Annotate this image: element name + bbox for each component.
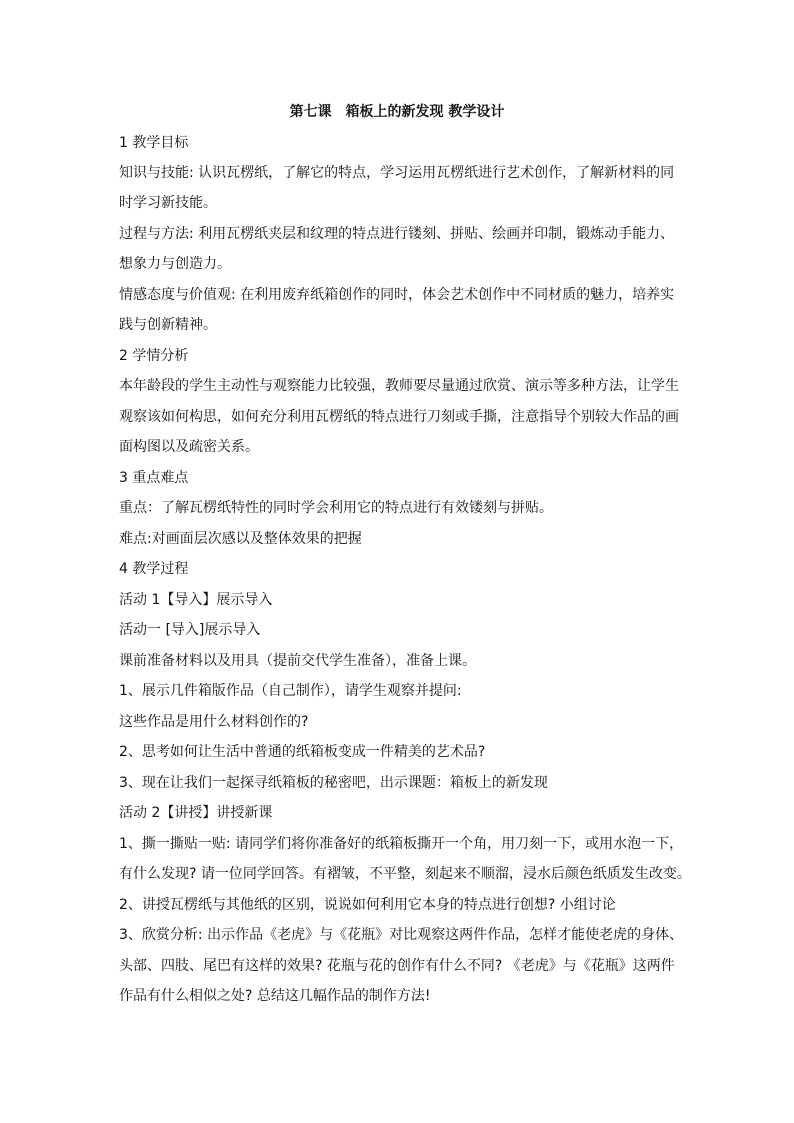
paragraph-line: 1、撕一撕贴一贴: 请同学们将你准备好的纸箱板撕开一个角，用刀刻一下，或用水泡一下， (119, 836, 684, 852)
section-heading-analysis: 2 学情分析 (119, 348, 189, 364)
paragraph-line: 重点：了解瓦楞纸特性的同时学会利用它的特点进行有效镂刻与拼贴。 (119, 500, 553, 516)
paragraph-line: 1、展示几件箱版作品（自己制作），请学生观察并提问: (119, 683, 462, 699)
section-heading-key-points: 3 重点难点 (119, 470, 189, 486)
paragraph-line: 难点:对画面层次感以及整体效果的把握 (119, 531, 362, 547)
paragraph-line: 头部、四肢、尾巴有这样的效果? 花瓶与花的创作有什么不同? 《老虎》与《花瓶》这两件 (119, 958, 675, 974)
paragraph-line: 作品有什么相似之处? 总结这几幅作品的制作方法! (119, 988, 431, 1004)
paragraph-line: 课前准备材料以及用具（提前交代学生准备），准备上课。 (119, 653, 476, 669)
paragraph-line: 情感态度与价值观: 在利用废弃纸箱创作的同时，体会艺术创作中不同材质的魅力，培养实 (119, 287, 675, 303)
paragraph-line: 过程与方法: 利用瓦楞纸夹层和纹理的特点进行镂刻、拼贴、绘画并印制，锻炼动手能力、 (119, 226, 675, 242)
section-heading-objectives: 1 教学目标 (119, 135, 189, 151)
paragraph-line: 2、讲授瓦楞纸与其他纸的区别，说说如何利用它本身的特点进行创想? 小组讨论 (119, 897, 616, 913)
paragraph-line: 这些作品是用什么材料创作的? (119, 714, 309, 730)
activity-heading: 活动 1【导入】展示导入 (119, 592, 273, 608)
document-title: 第七课 箱板上的新发现 教学设计 (289, 104, 505, 120)
paragraph-line: 想象力与创造力。 (119, 256, 231, 272)
paragraph-line: 本年龄段的学生主动性与观察能力比较强，教师要尽量通过欣赏、演示等多种方法，让学生 (119, 378, 679, 394)
paragraph-line: 时学习新技能。 (119, 195, 217, 211)
paragraph-line: 3、欣赏分析: 出示作品《老虎》与《花瓶》对比观察这两件作品，怎样才能使老虎的身体、 (119, 927, 684, 943)
paragraph-line: 践与创新精神。 (119, 317, 217, 333)
paragraph-line: 3、现在让我们一起探寻纸箱板的秘密吧，出示课题：箱板上的新发现 (119, 775, 548, 791)
paragraph-line: 有什么发现? 请一位同学回答。有褶皱，不平整，刻起来不顺溜，浸水后颜色纸质发生改变。 (119, 866, 691, 882)
activity-heading: 活动 2【讲授】讲授新课 (119, 805, 273, 821)
paragraph-line: 2、思考如何让生活中普通的纸箱板变成一件精美的艺术品? (119, 744, 486, 760)
paragraph-line: 知识与技能: 认识瓦楞纸，了解它的特点，学习运用瓦楞纸进行艺术创作，了解新材料的同 (119, 165, 675, 181)
paragraph-line: 观察该如何构思，如何充分利用瓦楞纸的特点进行刀刻或手撕，注意指导个别较大作品的画 (119, 409, 679, 425)
activity-subheading: 活动一 [导入]展示导入 (119, 622, 261, 638)
section-heading-process: 4 教学过程 (119, 561, 189, 577)
paragraph-line: 面构图以及疏密关系。 (119, 439, 259, 455)
